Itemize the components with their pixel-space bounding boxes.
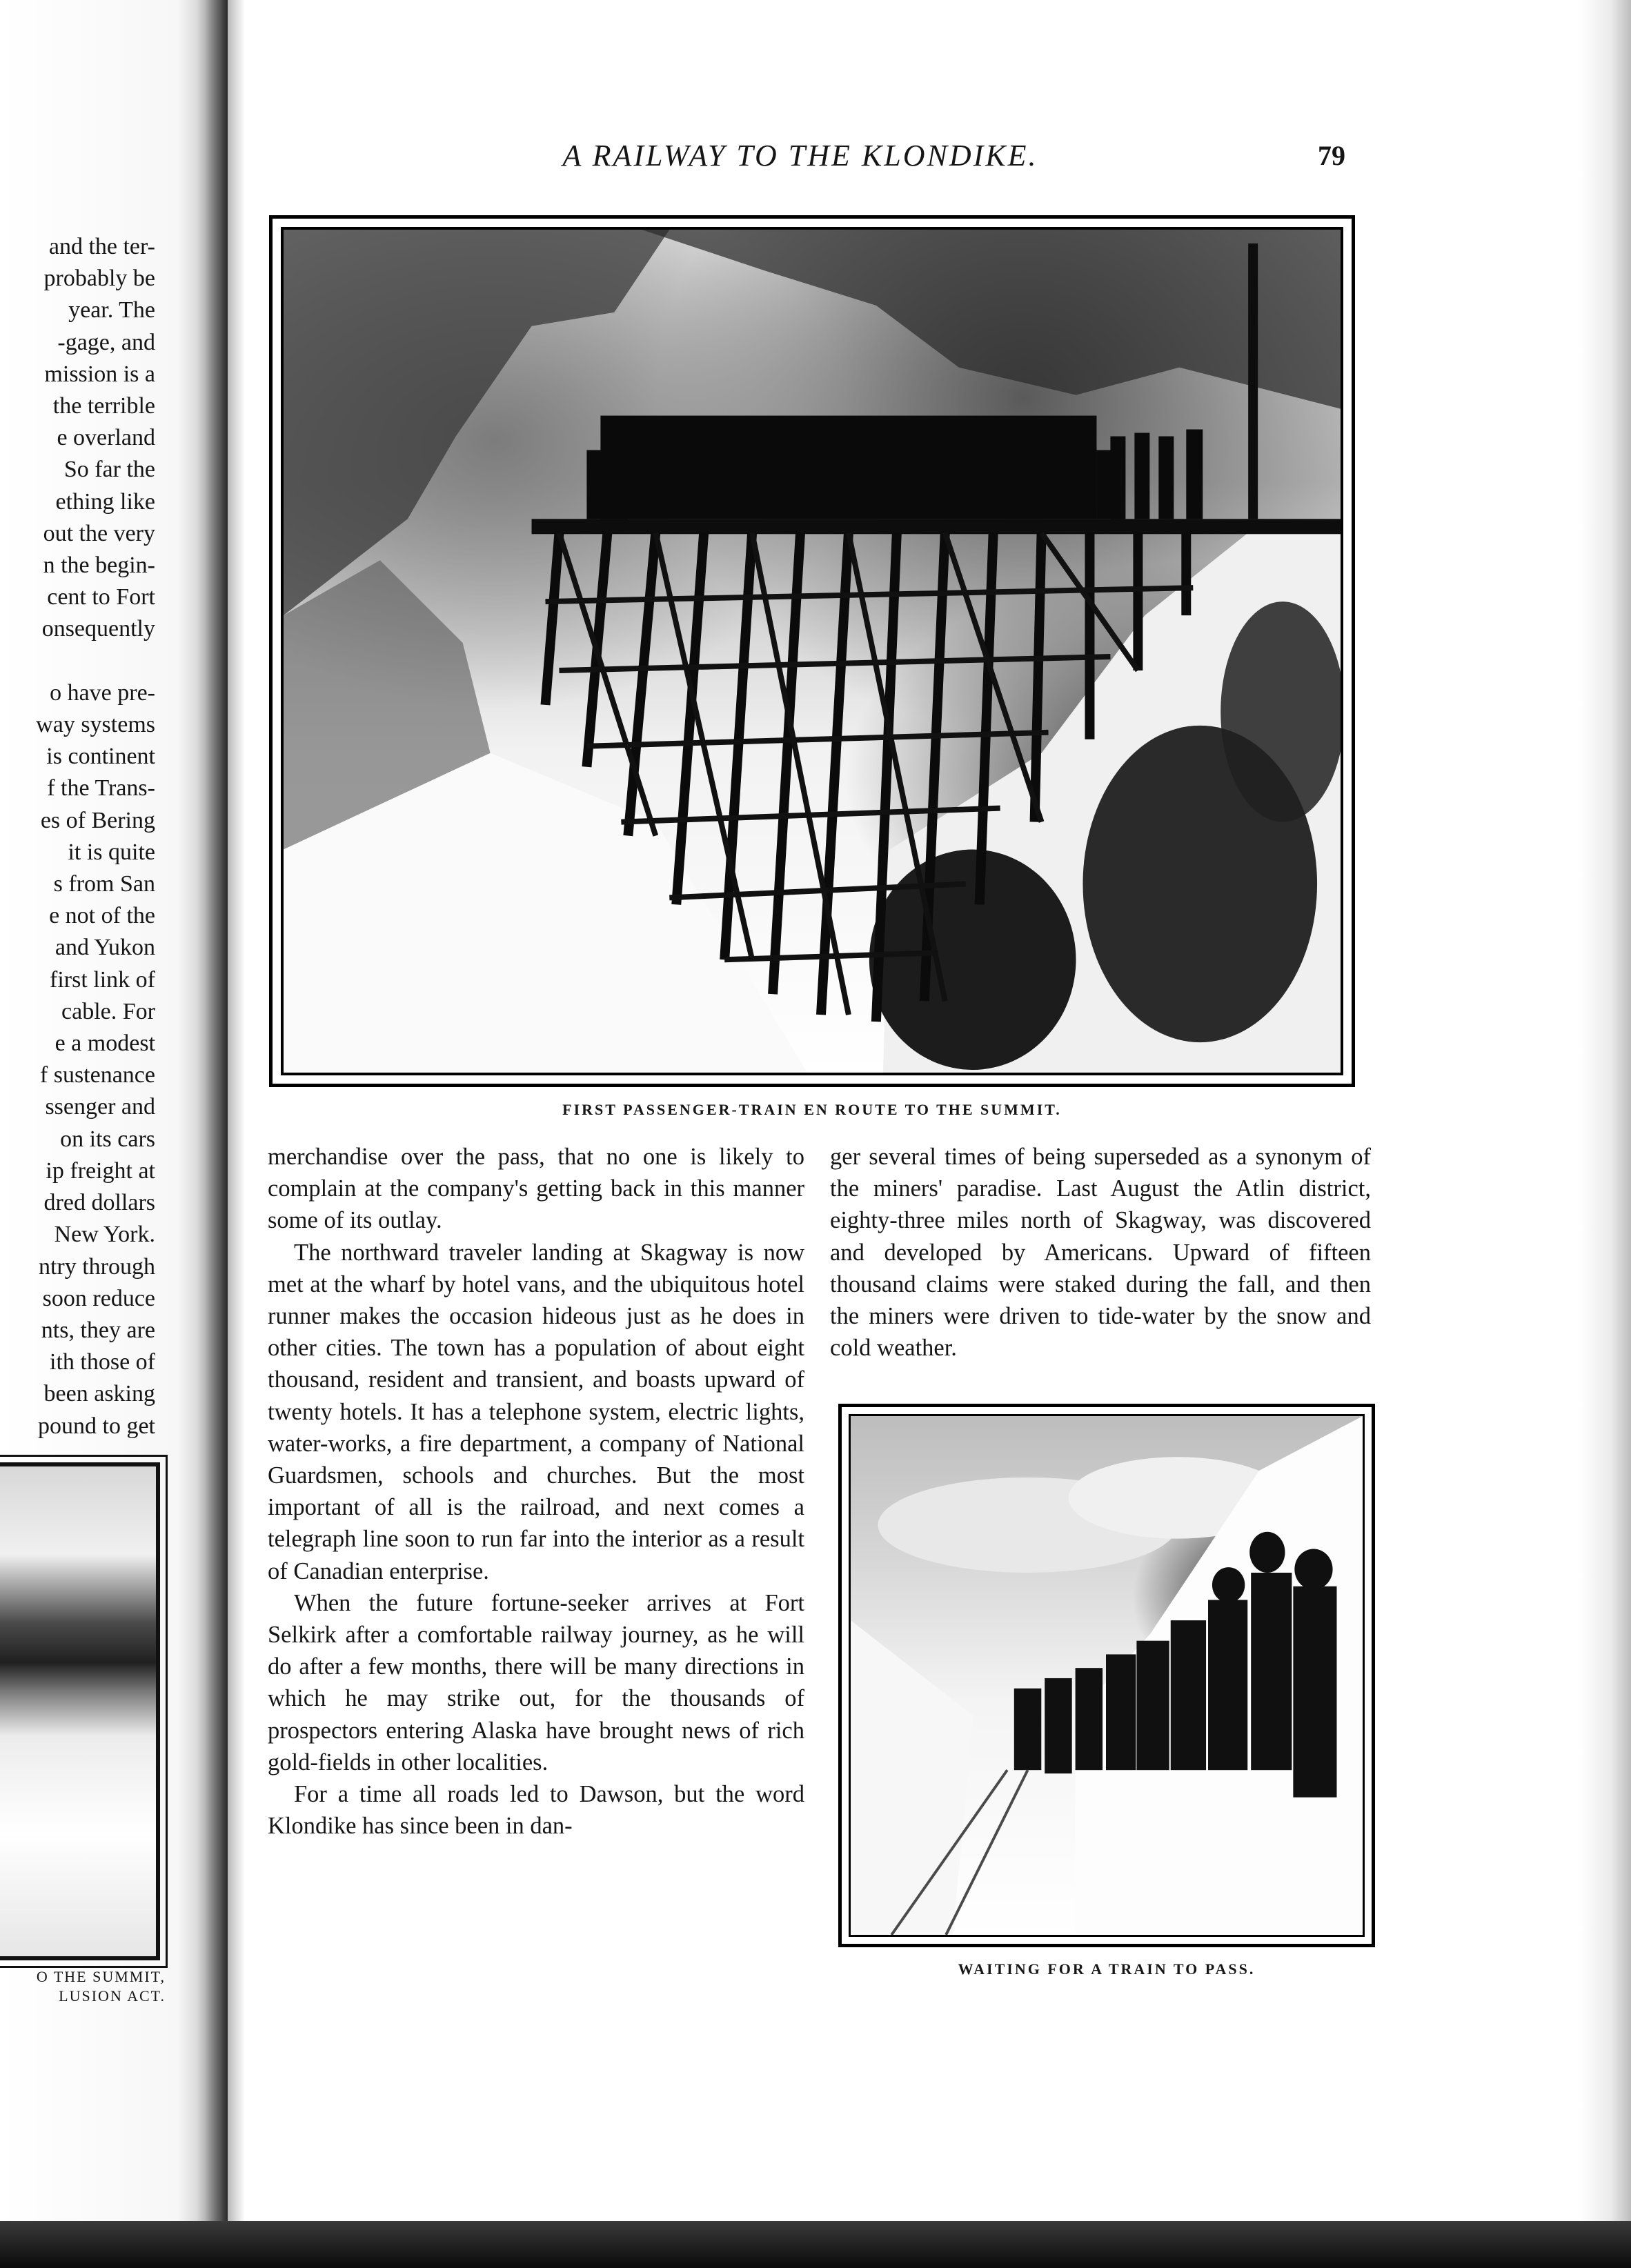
text-line: is continent [46,744,155,770]
text-line: n the begin- [43,553,155,579]
text-line: onsequently [41,616,155,642]
text-line: on its cars [60,1126,155,1152]
text-line: the terrible [52,393,155,419]
text-line [0,646,155,677]
left-page-caption [0,1967,166,2006]
text-line: e a modest [55,1031,155,1057]
left-page-photo [0,1462,160,1960]
text-line: year. The [68,297,155,324]
paragraph: When the future fortune-seeker arrives at Fort Selkirk after a comfortable railway journey, as he will do after a few months, there will be many directions in which he may strike out, for the thousands of prospectors entering Alaska have brought news of rich gold-fields in other localities. [268,1589,804,1775]
text-line: out the very [43,520,155,546]
paragraph: merchandise over the pass, that no one is likely to complain at the company's getting back in this manner some of its outlay. [268,1144,804,1234]
text-line: first link of [50,966,155,993]
text-line: f the Trans- [47,775,155,802]
text-line: ip freight at [46,1157,155,1184]
paragraph: The northward traveler landing at Skagway is now met at the wharf by hotel vans, and the ubiquitous hotel runner makes the occasion hideous just as he does in other cities. The town has a population of about eight thousand, resident and transient, and boasts upward of twenty hotels. It has a telephone system, electric lights, water-works, a fire department, a company of National Guardsmen, schools and churches. But the most important of all is the railroad, and next comes a telegraph line soon to run far into the interior as a result of Canadian enterprise. [268,1239,804,1584]
text-line: probably be [43,266,155,292]
text-line: cable. For [61,998,155,1024]
scan-bottom-edge [0,2221,1631,2268]
text-line: cent to Fort [47,584,155,610]
left-text-column [268,1141,804,1842]
train-trestle-photo [281,227,1343,1075]
text-line: ething like [55,488,155,515]
text-line: mission is a [44,361,155,387]
text-line: ssenger and [45,1094,155,1120]
text-line: nts, they are [41,1317,155,1343]
text-line: es of Bering [40,807,155,833]
text-line: way systems [36,712,155,738]
text-line: -gage, and [57,329,155,355]
text-line: e not of the [49,903,155,929]
text-line: and the ter- [48,234,155,259]
text-line: s from San [53,871,155,897]
text-line: dred dollars [43,1190,155,1216]
text-line: pound to get [38,1413,155,1439]
waiting-crowd-photo [849,1414,1365,1937]
main-photo-caption: FIRST PASSENGER-TRAIN EN ROUTE TO THE SUMMIT. [562,1101,1062,1118]
running-head: A RAILWAY TO THE KLONDIKE. [562,139,1038,172]
text-line: ith those of [50,1349,155,1375]
paragraph: For a time all roads led to Dawson, but the word Klondike has since been in dan- [268,1781,804,1840]
text-line: f sustenance [39,1062,155,1088]
right-text-column [830,1141,1371,1364]
page-number: 79 [1318,140,1345,171]
trestle-illustration [284,230,1341,1073]
caption-line: LUSION ACT. [59,1987,166,2005]
caption-line: O THE SUMMIT, [36,1968,166,1985]
main-photo-frame [269,215,1355,1087]
text-line: it is quite [68,839,155,865]
text-line: o have pre- [50,679,155,706]
text-line: e overland [57,425,155,451]
second-photo-frame [838,1404,1375,1947]
left-page-text-fragments [0,231,155,1442]
snow-cut-illustration [851,1416,1363,1935]
text-line: So far the [63,457,155,483]
binding-gutter [197,0,245,2268]
text-line: been asking [43,1381,155,1407]
text-line: New York. [54,1222,155,1248]
right-page-edge [1580,0,1631,2268]
paragraph: ger several times of being superseded as a synonym of the miners' paradise. Last August the Atlin district, eighty-three miles north of Skagway, was discovered and developed by Americans. Upward of fifteen thousand claims were staked during the fall, and then the miners were driven to tide-water by the snow and cold weather. [830,1144,1371,1362]
text-line: and Yukon [55,935,155,961]
text-line: soon reduce [42,1285,155,1311]
text-line: ntry through [38,1253,155,1280]
second-photo-caption: WAITING FOR A TRAIN TO PASS. [958,1960,1256,1978]
